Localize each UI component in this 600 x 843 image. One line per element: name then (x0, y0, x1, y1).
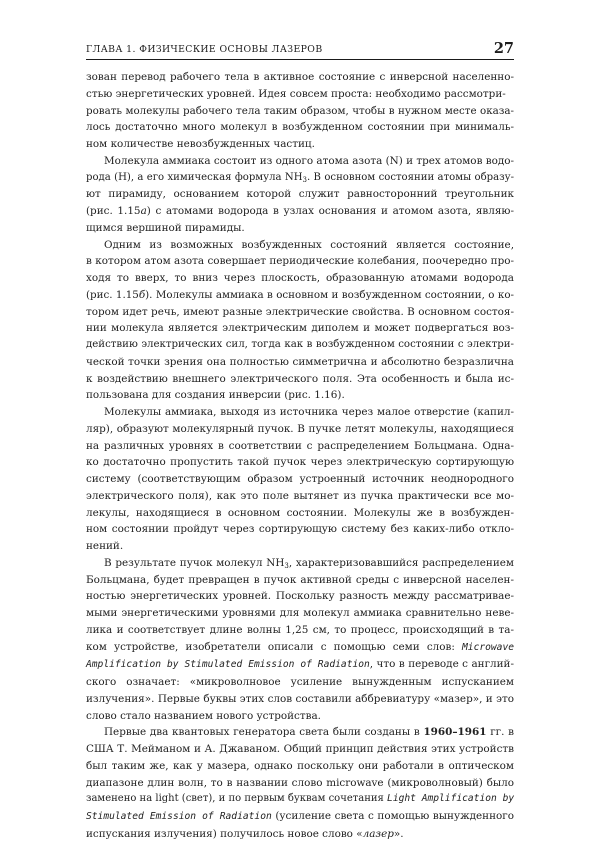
text-segment: 1960–1961 (423, 726, 487, 739)
text-line (86, 86, 514, 103)
text-segment: излучения». Первые буквы этих слов составили аббревиатуру «мазер», и это (86, 692, 514, 705)
text-segment: слово стало названием нового устройства. (86, 709, 321, 722)
text-segment: 3 (284, 561, 289, 570)
text-line (86, 808, 514, 826)
text-line (86, 588, 514, 605)
text-segment: Молекула аммиака состоит из одного атома азота (N) и трех атомов водо- (104, 154, 514, 167)
text-segment: лазер (362, 827, 394, 840)
text-segment: . В основном состоянии атомы образу- (306, 171, 514, 183)
text-segment: (рис. 1.15 (86, 205, 141, 217)
text-line (86, 354, 514, 371)
text-line (86, 320, 514, 337)
text-segment: ном состоянии пройдут через сортирующую систему без каких-либо откло- (86, 523, 514, 536)
text-line (86, 287, 514, 304)
text-segment: Amplification by Stimulated Emission of Radiation (86, 659, 370, 671)
text-segment: пользована для создания инверсии (рис. 1.16). (86, 389, 345, 402)
text-segment: ровать молекулы рабочего тела таким образом, чтобы в нужном месте оказа- (86, 104, 514, 117)
running-header (86, 39, 514, 60)
text-segment: заменено на light (свет), и по первым буквам сочетания (86, 793, 388, 805)
text-line (86, 555, 514, 572)
text-segment: ком устройстве, изобретатели описали с помощью семи слов: (86, 640, 463, 653)
text-segment: (усиление света с помощью вынужденного (271, 810, 514, 822)
text-line (86, 387, 514, 404)
running-title: ГЛАВА 1. ФИЗИЧЕСКИЕ ОСНОВЫ ЛАЗЕРОВ (86, 44, 323, 55)
text-line (86, 371, 514, 388)
text-segment: нии молекула является электрическим диполем и может подвергаться воз- (86, 322, 514, 335)
text-segment: , что в переводе с англий- (369, 658, 514, 671)
text-segment: ходя то вверх, то вниз через плоскость, образованную атомами водорода (86, 272, 514, 284)
text-segment: Больцмана, будет превращен в пучок активной среды с инверсной населен- (86, 573, 514, 586)
text-segment: рода (H), а его химическая формула NH (86, 171, 303, 183)
text-segment: ют пирамиду, основанием которой служит равносторонний треугольник (86, 188, 514, 201)
text-line (86, 741, 514, 758)
text-line (86, 119, 514, 136)
text-line (86, 691, 514, 708)
text-segment: (рис. 1.15 (86, 288, 139, 301)
text-segment: ностью энергетических уровней. Поскольку разность между рассматривае- (86, 590, 514, 603)
text-segment: б (138, 288, 146, 301)
text-line (86, 220, 514, 237)
text-segment: испускания излучения) получилось новое слово « (86, 827, 363, 840)
text-segment: на различных уровнях в соответствии с распределением Больцмана. Одна- (86, 439, 514, 452)
text-segment: зован перевод рабочего тела в активное состояние с инверсной населенно- (86, 71, 514, 83)
text-segment: лика и соответствует длине волны 1,25 см, то процесс, происходящий в та- (86, 623, 514, 636)
text-line (86, 153, 514, 170)
text-line (86, 724, 514, 741)
text-segment: а (140, 205, 147, 217)
text-segment: ). Молекулы аммиака в основном и возбужденном состоянии, о ко- (145, 288, 515, 301)
text-line (86, 170, 514, 187)
text-line (86, 404, 514, 421)
text-line (86, 488, 514, 505)
text-line (86, 186, 514, 203)
text-line (86, 438, 514, 455)
text-line (86, 674, 514, 691)
text-segment: мыми энергетическими уровнями для молекул аммиака сравнительно неве- (86, 607, 514, 619)
text-segment: ского означает: «микроволновое усиление вынужденным испусканием (86, 676, 514, 688)
text-segment: Молекулы аммиака, выходя из источника через малое отверстие (капил- (104, 406, 514, 418)
text-segment: электрического поля), как это поле вытянет из пучка практически все мо- (86, 489, 514, 502)
text-line (86, 505, 514, 522)
text-line (86, 708, 514, 725)
text-line (86, 253, 514, 270)
text-segment: Stimulated Emission of Radiation (86, 811, 272, 822)
text-segment: лось достаточно много молекул в возбужденном состоянии при минималь- (86, 121, 514, 134)
text-line (86, 471, 514, 488)
text-segment: нений. (86, 540, 124, 552)
text-segment: 3 (302, 175, 307, 184)
text-line (86, 639, 514, 657)
text-segment: В результате пучок молекул NH (104, 556, 285, 569)
text-line (86, 791, 514, 808)
page-number: 27 (493, 40, 514, 57)
text-segment: действию электрических сил, тогда как в возбужденном состоянии с электри- (86, 339, 514, 350)
text-line (86, 103, 514, 120)
text-line (86, 521, 514, 538)
text-segment: Light Amplification by (387, 793, 515, 805)
text-segment: Одним из возможных возбужденных состояний является состояние, (104, 238, 514, 251)
text-segment: ляр), образуют молекулярный пучок. В пучке летят молекулы, находящиеся (86, 422, 514, 435)
text-line (86, 203, 514, 220)
text-segment: гг. в (486, 726, 514, 739)
text-segment: щимся вершиной пирамиды. (86, 221, 245, 234)
text-segment: ческой точки зрения она полностью симметрична и абсолютно безразлична (86, 355, 514, 368)
text-line (86, 69, 514, 86)
text-segment: Первые два квантовых генератора света были созданы в (104, 726, 424, 739)
text-segment: лекулы, находящиеся в основном состоянии. Молекулы же в возбужден- (86, 506, 514, 519)
text-segment: ) с атомами водорода в узлах основания и атомом азота, являю- (146, 205, 514, 217)
text-line (86, 136, 514, 153)
text-segment: систему (соответствующим образом устроенный источник неоднородного (86, 473, 514, 485)
text-segment: диапазоне длин волн, то в названии слово microwave (микроволновый) было (86, 776, 514, 789)
text-line (86, 237, 514, 254)
text-segment: Microwave (462, 641, 514, 653)
text-line (86, 656, 514, 674)
text-segment: США Т. Мейманом и А. Джаваном. Общий принцип действия этих устройств (86, 743, 514, 755)
text-line (86, 421, 514, 438)
text-line (86, 775, 514, 792)
text-line (86, 538, 514, 555)
text-segment: стью энергетических уровней. Идея совсем проста: необходимо рассмотри- (86, 87, 506, 100)
text-segment: ко достаточно пропустить такой пучок через электрическую сортирующую (86, 456, 514, 469)
text-line (86, 826, 514, 843)
text-line (86, 270, 514, 287)
text-segment: тором идет речь, имеют разные электрические свойства. В основном состоя- (86, 305, 514, 318)
text-line (86, 605, 514, 622)
text-line (86, 572, 514, 589)
text-line (86, 758, 514, 775)
text-segment: к воздействию внешнего электрического поля. Эта особенность и была ис- (86, 372, 514, 385)
text-line (86, 454, 514, 471)
text-line (86, 337, 514, 354)
text-segment: в котором атом азота совершает периодические колебания, поочередно про- (86, 255, 514, 268)
text-line (86, 622, 514, 639)
text-segment: был таким же, как у мазера, однако поскольку они работали в оптическом (86, 759, 514, 772)
text-line (86, 304, 514, 321)
text-segment: ном количестве невозбужденных частиц. (86, 138, 315, 150)
body-text (86, 69, 514, 843)
text-segment: ». (393, 827, 404, 840)
text-segment: , характеризовавшийся распределением (288, 556, 514, 569)
